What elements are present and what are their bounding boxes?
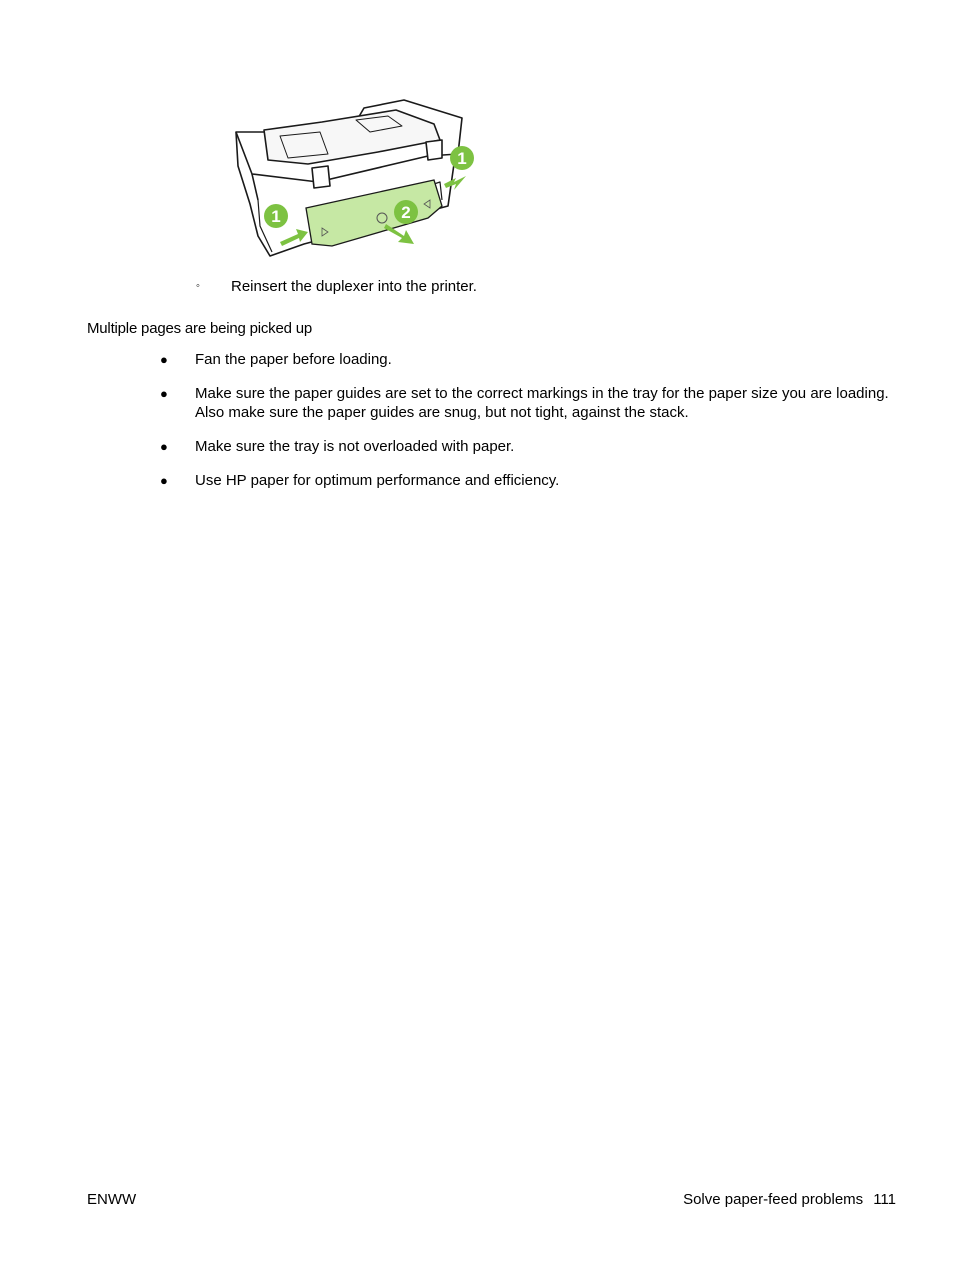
footer-publication-code: ENWW bbox=[87, 1191, 137, 1208]
list-item bbox=[160, 471, 900, 490]
list-item-text: Fan the paper before loading. bbox=[195, 351, 392, 368]
footer-section-title: Solve paper-feed problems bbox=[683, 1191, 864, 1208]
page-number: 111 bbox=[873, 1191, 896, 1208]
list-item-text: Make sure the tray is not overloaded with paper. bbox=[195, 438, 515, 455]
printer-duplexer-illustration bbox=[228, 96, 480, 262]
callout-1-left bbox=[264, 204, 288, 228]
callout-1-right bbox=[450, 146, 474, 170]
callout-2 bbox=[394, 200, 418, 224]
list-item bbox=[160, 384, 900, 422]
bullet-icon: ● bbox=[160, 473, 168, 488]
callout-label: 1 bbox=[271, 207, 281, 226]
list-item-text: Make sure the paper guides are set to the correct markings in the tray for the paper size you are loading. Also make sure the paper guides are snug, but not tight, against the stack. bbox=[195, 385, 889, 421]
bullet-icon: ● bbox=[160, 439, 168, 454]
bullet-list bbox=[160, 350, 900, 505]
list-item bbox=[160, 437, 900, 456]
sub-list-item-text: Reinsert the duplexer into the printer. bbox=[231, 278, 477, 295]
list-item bbox=[160, 350, 900, 369]
callout-label: 1 bbox=[457, 149, 467, 168]
bullet-icon: ● bbox=[160, 352, 168, 367]
list-item-text: Use HP paper for optimum performance and efficiency. bbox=[195, 472, 560, 489]
section-heading: Multiple pages are being picked up bbox=[87, 320, 313, 337]
bullet-icon: ● bbox=[160, 386, 168, 401]
footer-running-title bbox=[683, 1191, 896, 1208]
callout-label: 2 bbox=[401, 203, 411, 222]
hollow-bullet-icon: ◦ bbox=[196, 280, 200, 292]
